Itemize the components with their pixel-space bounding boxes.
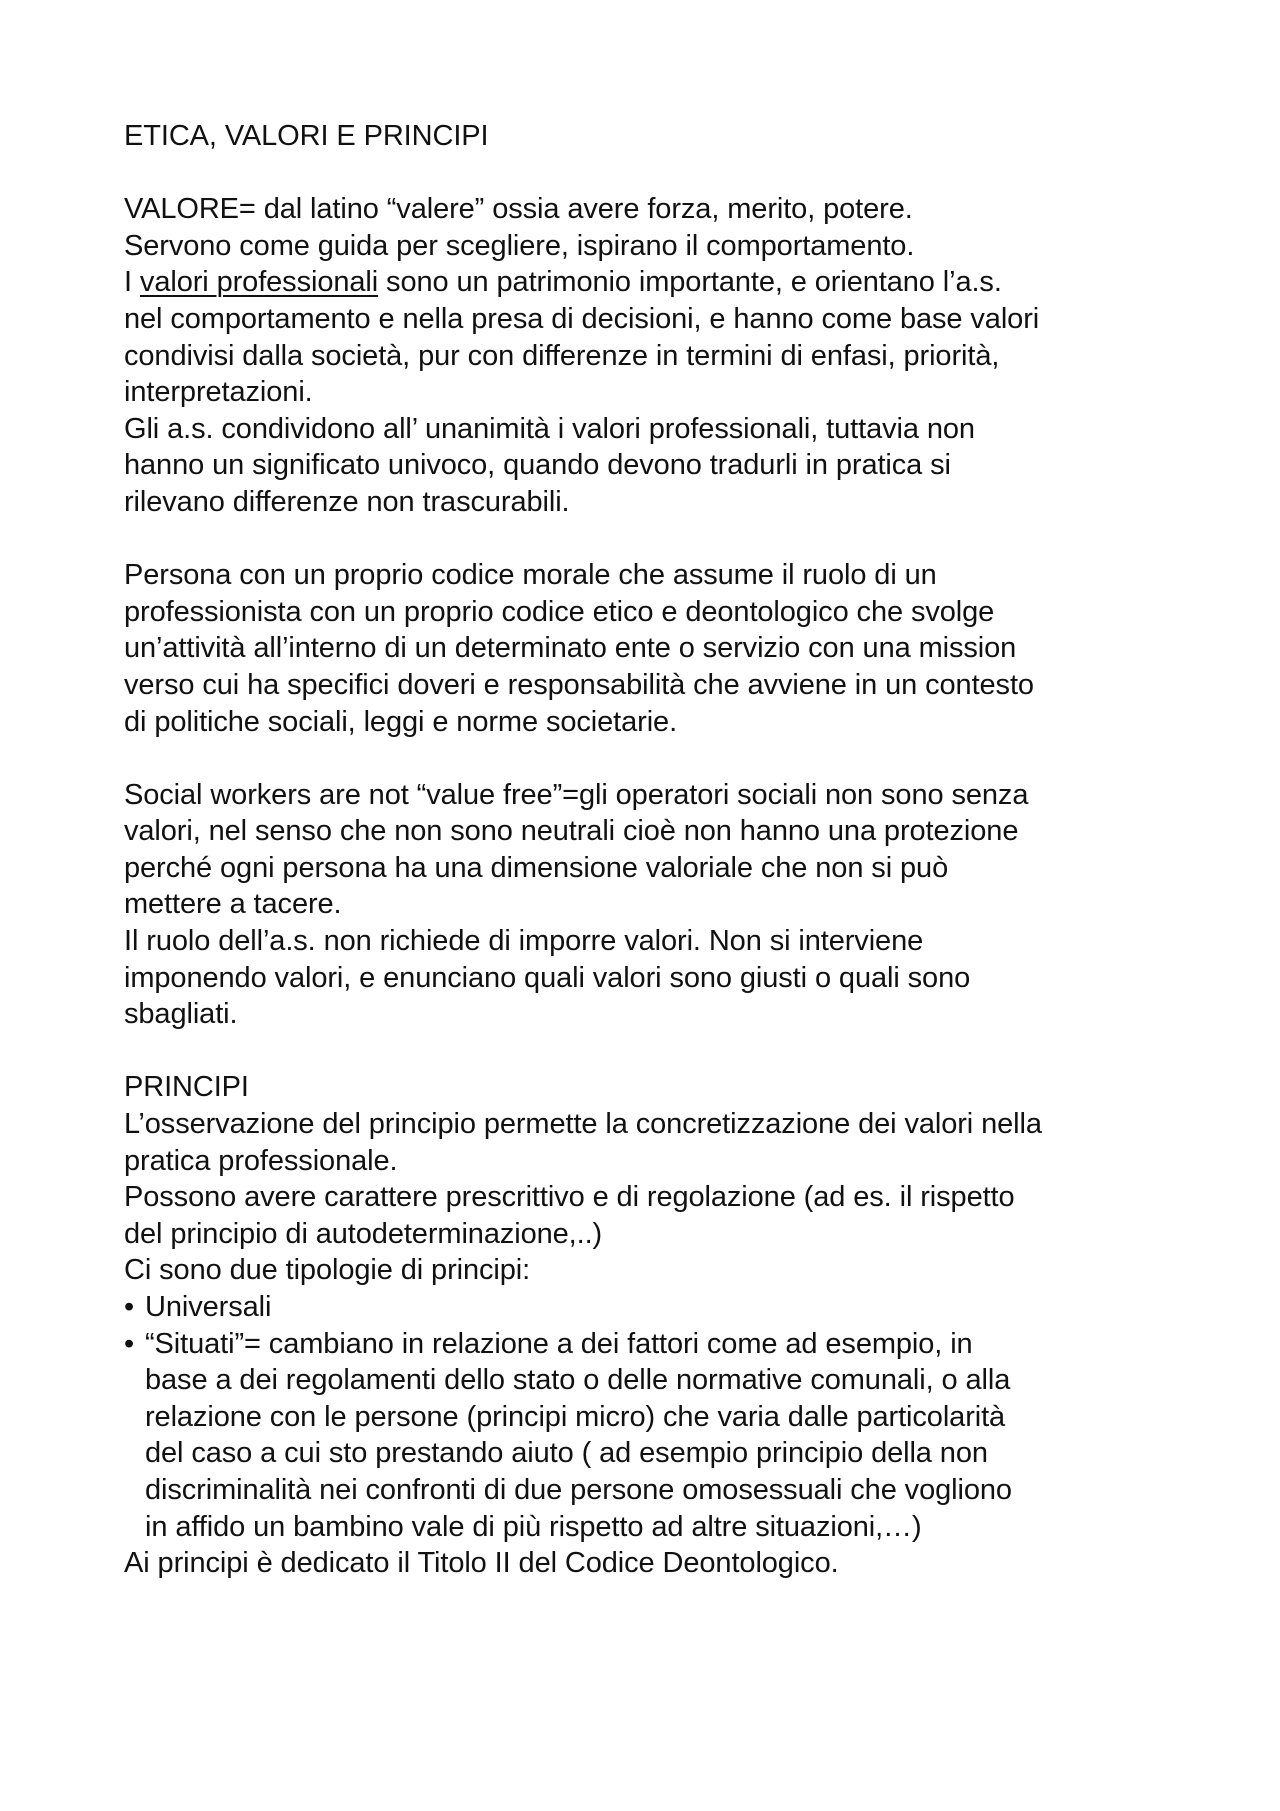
underlined-term: valori professionali: [139, 266, 379, 299]
principi-line: Ci sono due tipologie di principi:: [124, 1254, 531, 1287]
document-page: [124, 118, 1204, 1582]
persona-line: Persona con un proprio codice morale che assume il ruolo di un: [124, 559, 937, 592]
section-principi: [124, 1069, 1204, 1581]
valore-line: Gli a.s. condividono all’ unanimità i valori professionali, tuttavia non: [124, 412, 975, 445]
list-item-text: base a dei regolamenti dello stato o delle normative comunali, o alla: [145, 1364, 1011, 1397]
list-item-text: del caso a cui sto prestando aiuto ( ad esempio principio della non: [145, 1437, 988, 1470]
valore-line: hanno un significato univoco, quando devono tradurli in pratica si: [124, 449, 951, 482]
list-item-universali: [124, 1289, 1204, 1326]
persona-line: un’attività all’interno di un determinato ente o servizio con una mission: [124, 632, 1017, 665]
social-line: sbagliati.: [124, 998, 238, 1031]
bullet-icon: •: [124, 1327, 135, 1360]
list-item-text: “Situati”= cambiano in relazione a dei fattori come ad esempio, in: [145, 1327, 973, 1360]
spacer: [124, 1033, 1204, 1070]
section-social-workers: [124, 777, 1204, 1033]
valore-line: VALORE= dal latino “valere” ossia avere forza, merito, potere.: [124, 193, 913, 226]
valore-line: condivisi dalla società, pur con differenze in termini di enfasi, priorità,: [124, 339, 1000, 372]
persona-line: verso cui ha specifici doveri e responsabilità che avviene in un contesto: [124, 668, 1034, 701]
section-valore: [124, 191, 1204, 520]
spacer: [124, 521, 1204, 558]
valore-line: rilevano differenze non trascurabili.: [124, 485, 570, 518]
principi-heading: PRINCIPI: [124, 1071, 249, 1104]
spacer: [124, 740, 1204, 777]
list-item-text: relazione con le persone (principi micro) che varia dalle particolarità: [145, 1400, 1006, 1433]
social-line: perché ogni persona ha una dimensione valoriale che non si può: [124, 851, 949, 884]
valore-line: Servono come guida per scegliere, ispirano il comportamento.: [124, 229, 915, 262]
principi-line: L’osservazione del principio permette la concretizzazione dei valori nella: [124, 1108, 1042, 1141]
text-fragment: sono un patrimonio importante, e orientano l’a.s.: [378, 266, 1002, 299]
document-title: ETICA, VALORI E PRINCIPI: [124, 120, 489, 152]
list-item-text: in affido un bambino vale di più rispetto ad altre situazioni,…): [145, 1510, 922, 1543]
section-persona: [124, 557, 1204, 740]
principi-line: pratica professionale.: [124, 1144, 398, 1177]
list-item-situati: [124, 1326, 1204, 1546]
principi-line: del principio di autodeterminazione,..): [124, 1217, 603, 1250]
social-line: imponendo valori, e enunciano quali valori sono giusti o quali sono: [124, 961, 971, 994]
social-line: mettere a tacere.: [124, 888, 342, 921]
social-line: Il ruolo dell’a.s. non richiede di imporre valori. Non si interviene: [124, 925, 924, 958]
valore-line: nel comportamento e nella presa di decisioni, e hanno come base valori: [124, 302, 1040, 335]
persona-line: professionista con un proprio codice etico e deontologico che svolge: [124, 595, 995, 628]
list-item-text: discriminalità nei confronti di due persone omosessuali che vogliono: [145, 1473, 1012, 1506]
list-item-text: Universali: [145, 1291, 272, 1323]
social-line: Social workers are not “value free”=gli operatori sociali non sono senza: [124, 778, 1029, 811]
principi-line: Possono avere carattere prescrittivo e di regolazione (ad es. il rispetto: [124, 1181, 1015, 1214]
text-fragment: I: [124, 266, 140, 299]
valore-line: [124, 264, 1204, 301]
social-line: valori, nel senso che non sono neutrali cioè non hanno una protezione: [124, 815, 1019, 848]
spacer: [124, 155, 1204, 192]
bullet-icon: •: [124, 1291, 135, 1323]
principi-closing: Ai principi è dedicato il Titolo II del Codice Deontologico.: [124, 1547, 839, 1580]
valore-line: interpretazioni.: [124, 376, 313, 409]
persona-line: di politiche sociali, leggi e norme societarie.: [124, 705, 678, 738]
